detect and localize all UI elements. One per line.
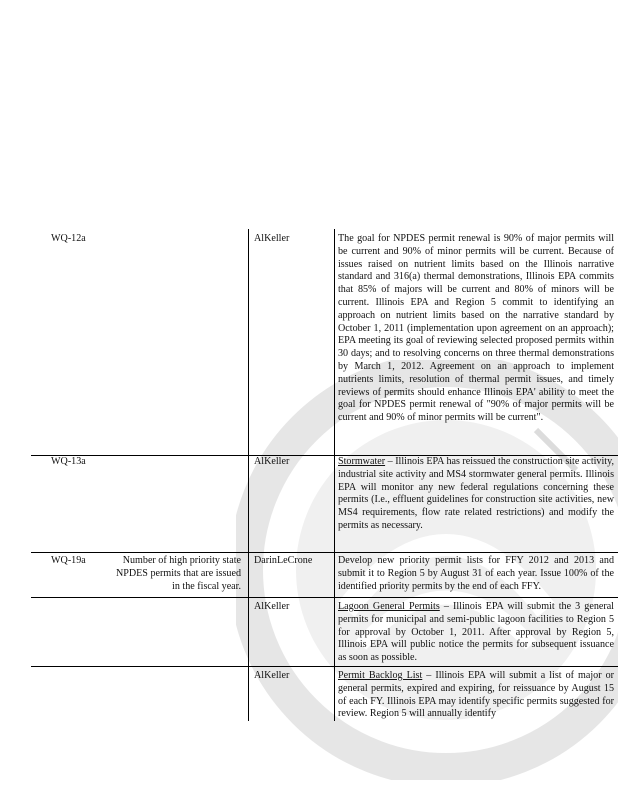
row-description-lead: Lagoon General Permits [338, 601, 440, 612]
row-code: WQ-19a [51, 555, 86, 566]
table-row [31, 667, 618, 725]
table-row [31, 553, 618, 598]
row-description [338, 233, 614, 425]
row-owner: AlKeller [254, 456, 290, 467]
table-row [31, 598, 618, 667]
row-code: WQ-12a [51, 233, 86, 244]
row-description [338, 601, 614, 665]
row-owner: DarinLeCrone [254, 555, 313, 566]
row-owner: AlKeller [254, 233, 290, 244]
row-owner: AlKeller [254, 670, 290, 681]
row-code: WQ-13a [51, 456, 86, 467]
table-row [31, 229, 618, 456]
row-description-text: – Illinois EPA will submit the 3 general permits for municipal and semi-public lagoon facilities to Region 5 for approval by October 1, 2011. After approval by Region 5, Illinois EPA will public notice the permits for subsequent issuance as soon as possible. [338, 601, 614, 664]
row-owner: AlKeller [254, 601, 290, 612]
row-description-text: – Illinois EPA has reissued the construction site activity, industrial site activity and MS4 stormwater general permits. Illinois EPA will monitor any new federal regulations concerning these permits (I.e., effluent guidelines for construction site activities, new MS4 requirements, flow rate related restrictions) and modify the permits as necessary. [338, 456, 614, 531]
row-description-text: – Illinois EPA will submit a list of major or general permits, expired and expiring, for reissuance by August 15 of each FY. Illinois EPA may identify specific permits suggested for review. Region 5 will annually identify [338, 670, 614, 720]
row-description-text: Develop new priority permit lists for FFY 2012 and 2013 and submit it to Region 5 by August 31 of each year. Issue 100% of the identified priority permits by the end of each FFY. [338, 555, 614, 592]
row-description [338, 456, 614, 533]
row-description-lead: Permit Backlog List [338, 670, 423, 681]
row-measure: Number of high priority state NPDES permits that are issued in the fiscal year. [115, 555, 241, 592]
row-description [338, 670, 614, 721]
table-row [31, 456, 618, 553]
row-description-text: The goal for NPDES permit renewal is 90% of major permits will be current and 90% of minor permits will be current. Because of issues raised on nutrient limits based on the Illinois narrative standard and 316(a) thermal demonstrations, Illinois EPA commits that 85% of majors will be current and 80% of minors will be current. Illinois EPA and Region 5 commit to identifying an approach on nutrient limits based on the narrative standard by October 1, 2011 (implementation upon agreement on an approach); EPA meeting its goal of reviewing selected proposed permits within 30 days; and to resolving concerns on three thermal demonstrations by March 1, 2012. Agreement on an approach to implement nutrients limits, resolution of thermal permit issues, and timely reviews of permits should enhance Illinois EPA' ability to meet the goal for NPDES permit renewal of "90% of major permits will be current and 90% of minor permits will be current". [338, 233, 614, 424]
commitments-table [31, 229, 618, 725]
row-description [338, 555, 614, 593]
row-description-lead: Stormwater [338, 456, 386, 467]
